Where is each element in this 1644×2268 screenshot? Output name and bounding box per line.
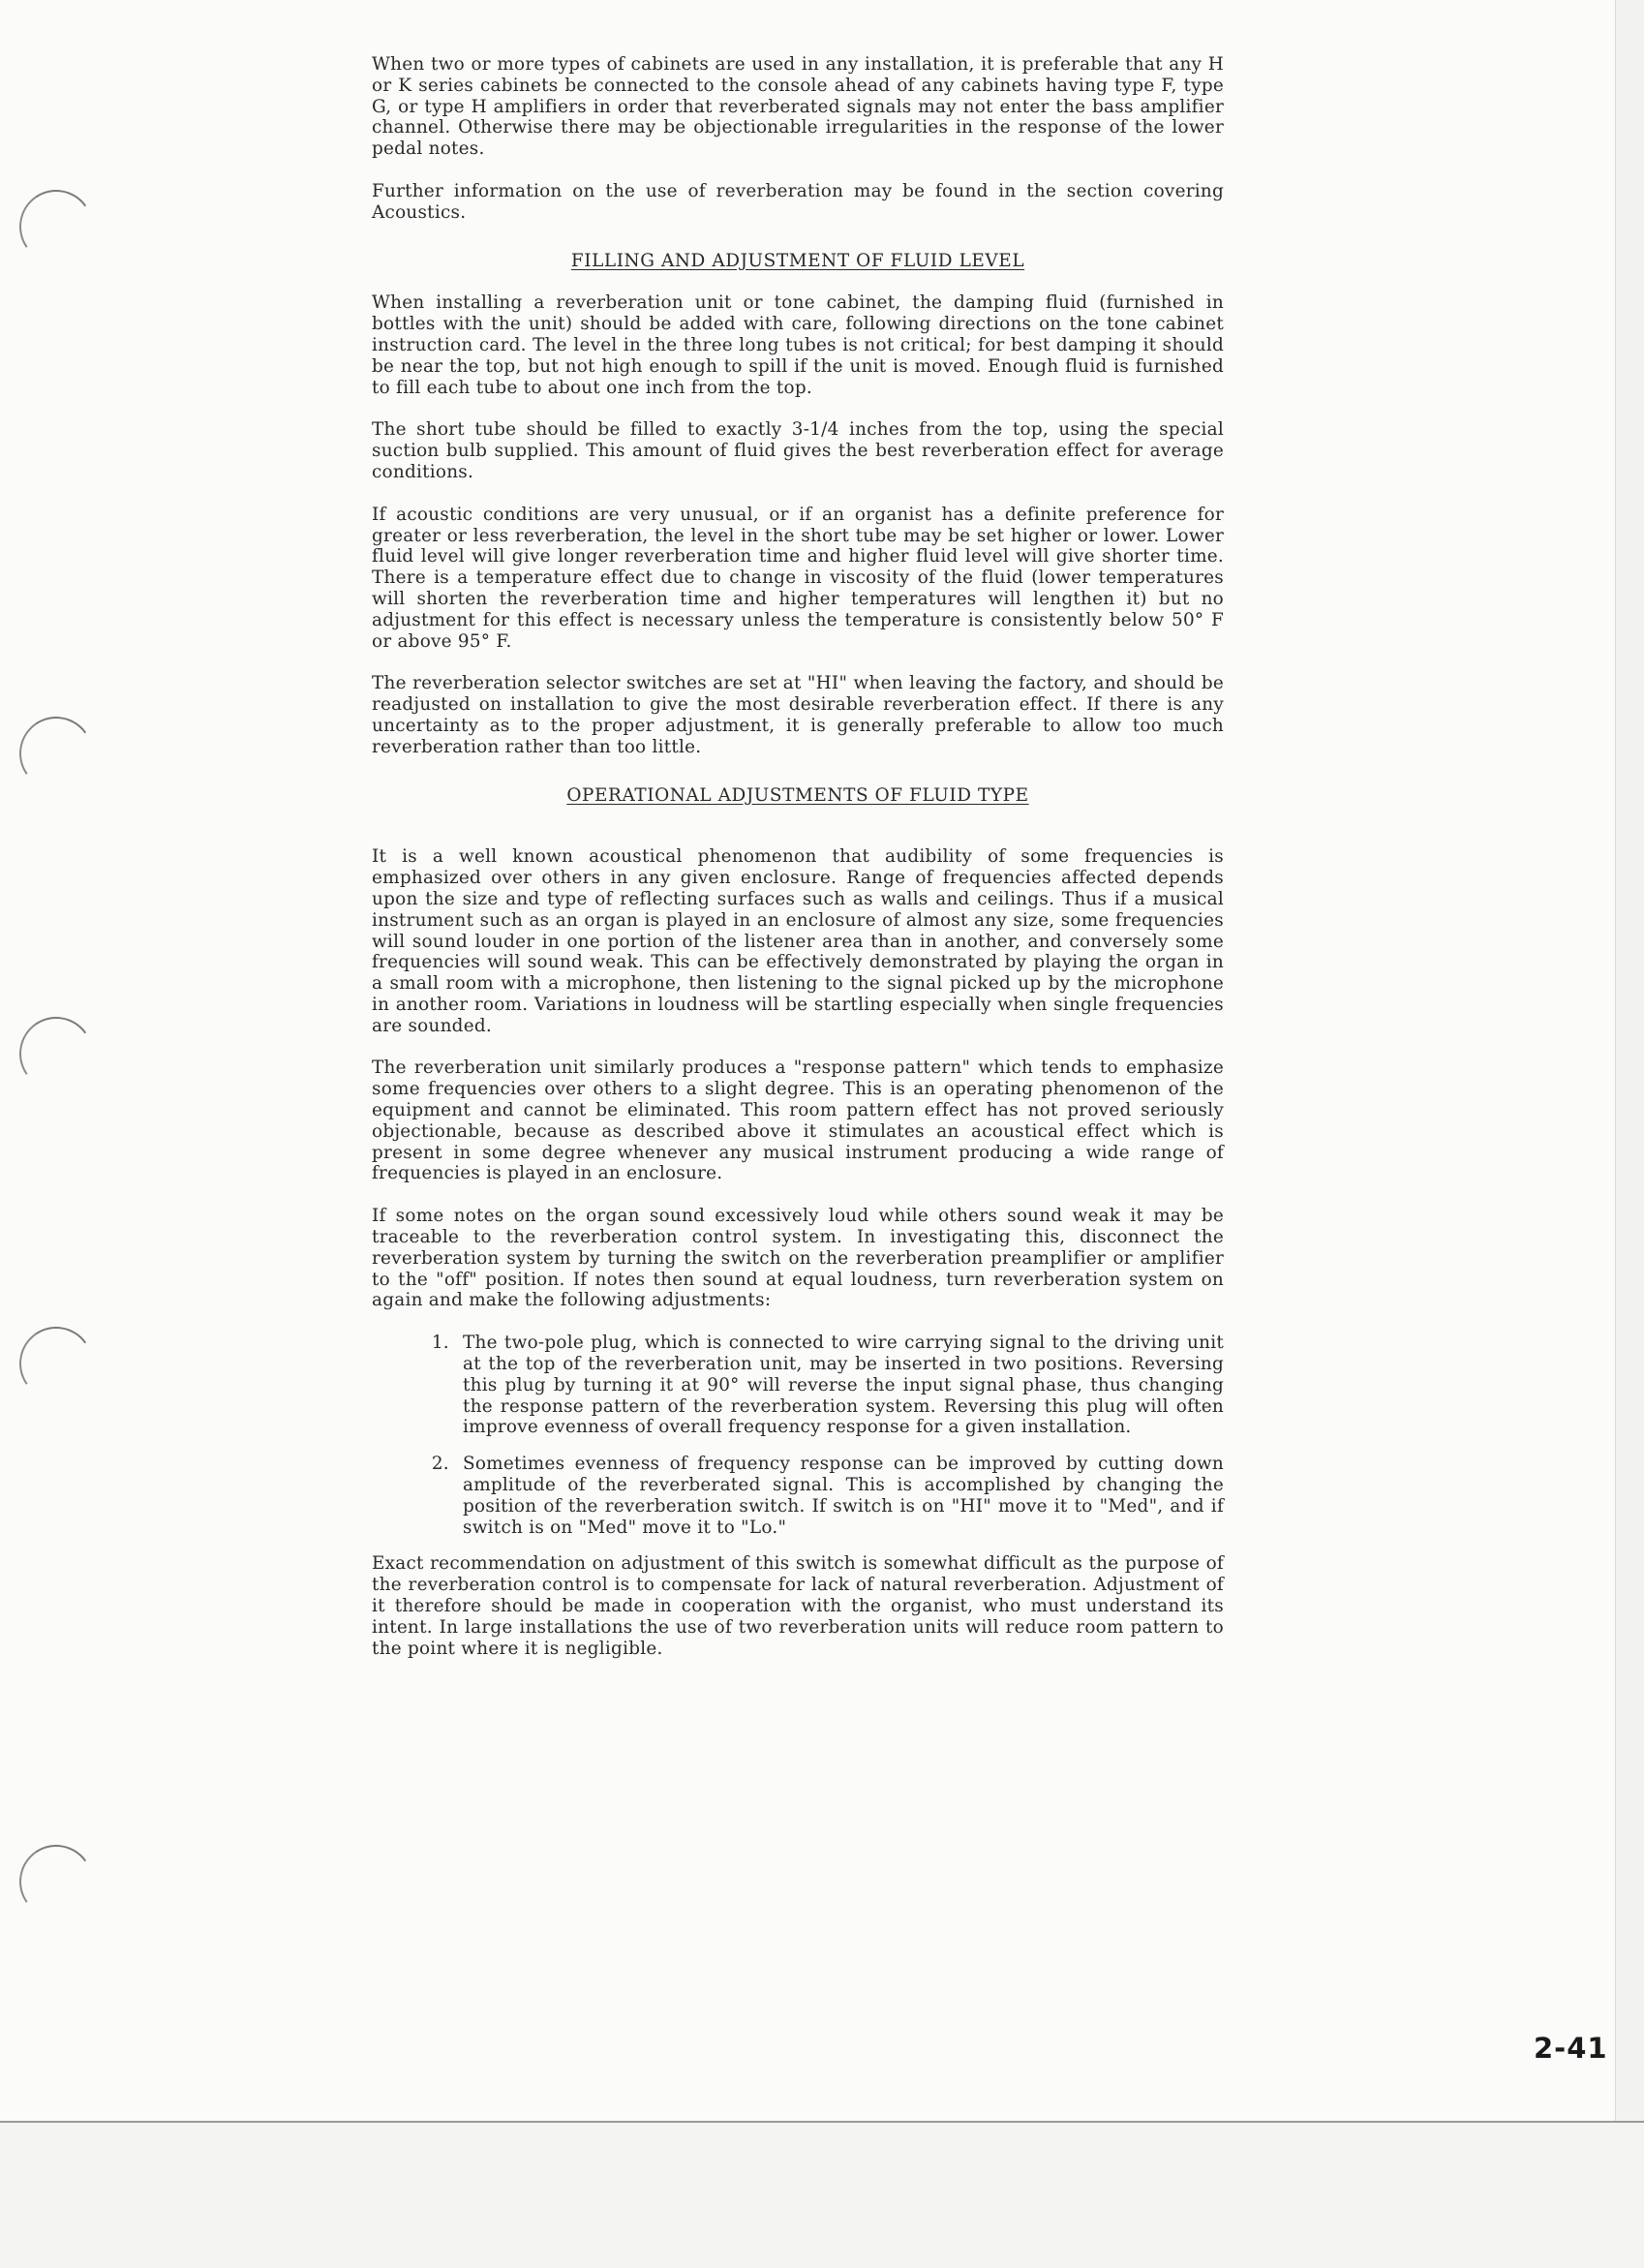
closing-paragraph: Exact recommendation on adjustment of this switch is somewhat difficult as the purpose of the reverberation control is to compensate for lack of natural reverberation. Adjustment of it therefore should be made in cooperation with the organist, who must understand its intent. In large installations the use of two reverberation units will reduce room pattern to the point where it is negligible. <box>372 1553 1224 1659</box>
body-paragraph: When installing a reverberation unit or tone cabinet, the damping fluid (furnished in bottles with the unit) should be added with care, following directions on the tone cabinet instruction card. The level in the three long tubes is not critical; for best damping it should be near the top, but not high enough to spill if the unit is moved. Enough fluid is furnished to fill each tube to about one inch from the top. <box>372 292 1224 398</box>
section-heading-text: FILLING AND ADJUSTMENT OF FLUID LEVEL <box>570 250 1025 271</box>
adjustment-list <box>372 1333 1224 1538</box>
body-paragraph: The reverberation selector switches are set at "HI" when leaving the factory, and should be readjusted on installation to give the most desirable reverberation effect. If there is any uncertainty as to the proper adjustment, it is generally preferable to allow too much reverberation rather than too little. <box>372 673 1224 757</box>
punch-hole <box>14 1011 99 1096</box>
punch-hole <box>14 1321 99 1406</box>
list-item: 2. Sometimes evenness of frequency response can be improved by cutting down amplitude of the reverberated signal. This is accomplished by changing the position of the reverberation switch. If switch is on "HI" move it to "Med", and if switch is on "Med" move it to "Lo." <box>455 1454 1224 1538</box>
section-heading-text: OPERATIONAL ADJUSTMENTS OF FLUID TYPE <box>566 784 1029 806</box>
page-number: 2-41 <box>1534 2032 1608 2065</box>
punch-hole <box>14 184 99 269</box>
body-paragraph: If some notes on the organ sound excessively loud while others sound weak it may be traceable to the reverberation control system. In investigating this, disconnect the reverberation system by turning the switch on the reverberation preamplifier or amplifier to the "off" position. If notes then sound at equal loudness, turn reverberation system on again and make the following adjustments: <box>372 1206 1224 1311</box>
body-paragraph: The reverberation unit similarly produces a "response pattern" which tends to emphasize some frequencies over others to a slight degree. This is an operating phenomenon of the equipment and cannot be eliminated. This room pattern effect has not proved seriously objectionable, because as described above it stimulates an acoustical effect which is present in some degree whenever any musical instrument producing a wide range of frequencies is played in an enclosure. <box>372 1057 1224 1184</box>
scan-background <box>0 2121 1644 2268</box>
body-paragraph: It is a well known acoustical phenomenon that audibility of some frequencies is emphasized over others in any given enclosure. Range of frequencies affected depends upon the size and type of reflecting surfaces such as walls and ceilings. Thus if a musical instrument such as an organ is played in an enclosure of almost any size, some frequencies will sound louder in one portion of the listener area than in another, and conversely some frequencies will sound weak. This can be effectively demonstrated by playing the organ in a small room with a microphone, then listening to the signal picked up by the microphone in another room. Variations in loudness will be startling especially when single frequencies are sounded. <box>372 846 1224 1036</box>
body-paragraph: The short tube should be filled to exactly 3-1/4 inches from the top, using the special suction bulb supplied. This amount of fluid gives the best reverberation effect for average conditions. <box>372 419 1224 482</box>
page-edge <box>1615 0 1644 2121</box>
document-body <box>372 54 1224 1680</box>
body-paragraph: If acoustic conditions are very unusual, or if an organist has a definite preference for greater or less reverberation, the level in the short tube may be set higher or lower. Lower fluid level will give longer reverberation time and higher fluid level will give shorter time. There is a temperature effect due to change in viscosity of the fluid (lower temperatures will shorten the reverberation time and higher temperatures will lengthen it) but no adjustment for this effect is necessary unless the temperature is consistently below 50° F or above 95° F. <box>372 504 1224 652</box>
list-item: 1. The two-pole plug, which is connected to wire carrying signal to the driving unit at the top of the reverberation unit, may be inserted in two positions. Reversing this plug by turning it at 90° will reverse the input signal phase, thus changing the response pattern of the reverberation system. Reversing this plug will often improve evenness of overall frequency response for a given installation. <box>455 1333 1224 1438</box>
punch-hole <box>14 711 99 796</box>
punch-hole <box>14 1839 99 1924</box>
section-heading <box>372 785 1224 807</box>
section-heading <box>372 251 1224 272</box>
intro-paragraph: When two or more types of cabinets are used in any installation, it is preferable that any H or K series cabinets be connected to the console ahead of any cabinets having type F, type G, or type H amplifiers in order that reverberated signals may not enter the bass amplifier channel. Otherwise there may be objectionable irregularities in the response of the lower pedal notes. <box>372 54 1224 160</box>
intro-paragraph: Further information on the use of reverberation may be found in the section covering Acoustics. <box>372 180 1224 223</box>
